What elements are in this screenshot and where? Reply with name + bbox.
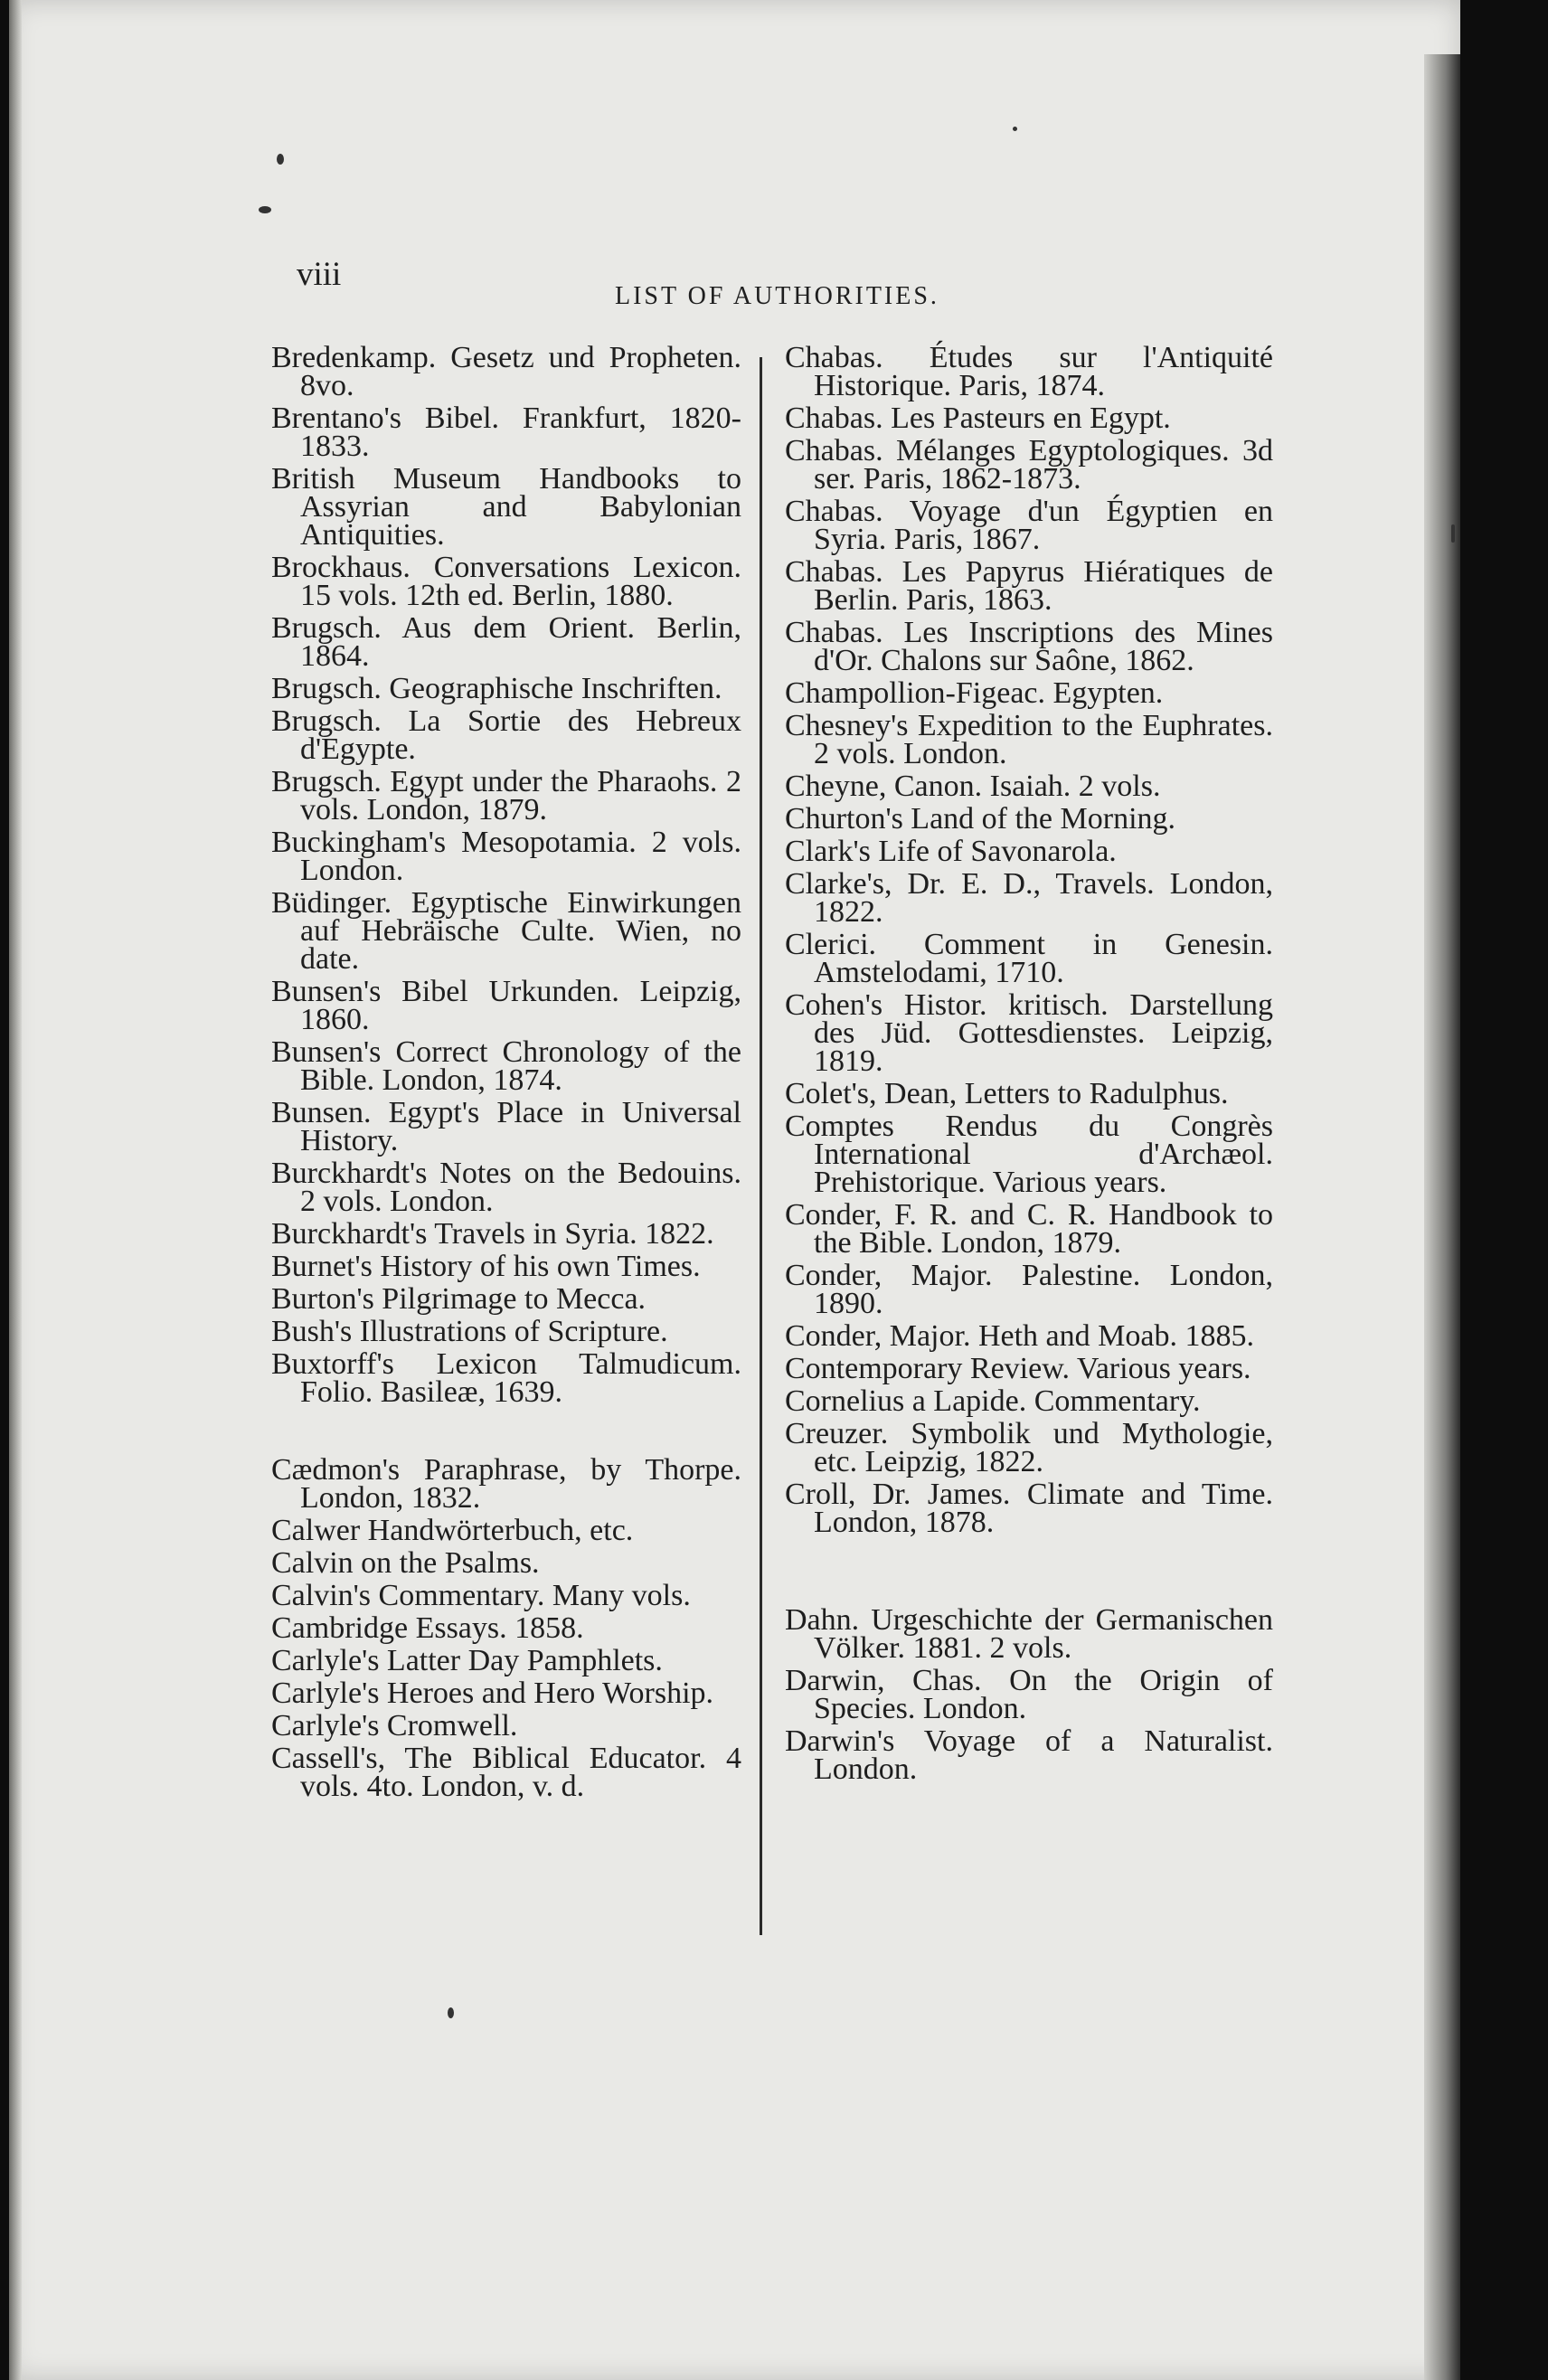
bibliography-entry: Chabas. Voyage d'un Égyptien en Syria. Paris, 1867. [785,495,1273,556]
bibliography-entry: Cassell's, The Biblical Educator. 4 vols. 4to. London, v. d. [271,1742,741,1803]
bibliography-entry: Conder, F. R. and C. R. Handbook to the Bible. London, 1879. [785,1198,1273,1260]
bibliography-entry: Cohen's Histor. kritisch. Darstellung des Jüd. Gottesdienstes. Leipzig, 1819. [785,988,1273,1078]
entry-group-b [271,341,741,1409]
bibliography-entry: Burckhardt's Notes on the Bedouins. 2 vols. London. [271,1157,741,1218]
bibliography-entry: Carlyle's Heroes and Hero Worship. [271,1676,714,1710]
bibliography-entry: Darwin's Voyage of a Naturalist. London. [785,1724,1273,1786]
bibliography-entry: Bunsen's Correct Chronology of the Bible. London, 1874. [271,1035,741,1097]
bibliography-entry: Cædmon's Paraphrase, by Thorpe. London, 1832. [271,1453,741,1515]
bibliography-entry: Calvin's Commentary. Many vols. [271,1579,691,1612]
section-gap [785,1541,1273,1606]
page-number: viii [297,256,342,293]
bibliography-entry: Bunsen. Egypt's Place in Universal History. [271,1096,741,1157]
bibliography-entry: Cambridge Essays. 1858. [271,1611,584,1645]
ink-speck [1451,524,1455,543]
page-edge-shadow [1424,54,1460,2380]
bibliography-entry: Clarke's, Dr. E. D., Travels. London, 1822. [785,867,1273,929]
column-rule [760,357,762,1935]
right-column [785,341,1273,1788]
bibliography-entry: Buckingham's Mesopotamia. 2 vols. London. [271,826,741,887]
bibliography-entry: Büdinger. Egyptische Einwirkungen auf Hebräische Culte. Wien, no date. [271,886,741,976]
bibliography-entry: Bush's Illustrations of Scripture. [271,1315,668,1348]
bibliography-entry: Burckhardt's Travels in Syria. 1822. [271,1217,714,1251]
bibliography-entry: Brugsch. La Sortie des Hebreux d'Egypte. [271,704,741,766]
bibliography-entry: Cheyne, Canon. Isaiah. 2 vols. [785,770,1161,803]
bibliography-entry: Conder, Major. Palestine. London, 1890. [785,1259,1273,1320]
entry-group-d [785,1603,1273,1786]
bibliography-entry: British Museum Handbooks to Assyrian and Babylonian Antiquities. [271,462,741,552]
bibliography-entry: Brugsch. Egypt under the Pharaohs. 2 vols. London, 1879. [271,765,741,826]
bibliography-entry: Cornelius a Lapide. Commentary. [785,1384,1201,1418]
bibliography-entry: Carlyle's Latter Day Pamphlets. [271,1644,663,1677]
bibliography-entry: Carlyle's Cromwell. [271,1709,518,1742]
bibliography-entry: Contemporary Review. Various years. [785,1352,1251,1385]
bibliography-entry: Bredenkamp. Gesetz und Propheten. 8vo. [271,341,741,402]
bibliography-entry: Brockhaus. Conversations Lexicon. 15 vols. 12th ed. Berlin, 1880. [271,551,741,612]
bibliography-entry: Colet's, Dean, Letters to Radulphus. [785,1077,1229,1110]
bibliography-entry: Bunsen's Bibel Urkunden. Leipzig, 1860. [271,975,741,1036]
left-column [271,341,741,1805]
bibliography-entry: Croll, Dr. James. Climate and Time. London, 1878. [785,1478,1273,1539]
running-title: LIST OF AUTHORITIES. [615,282,939,310]
bibliography-entry: Chabas. Les Papyrus Hiératiques de Berlin. Paris, 1863. [785,555,1273,617]
bibliography-entry: Brentano's Bibel. Frankfurt, 1820-1833. [271,401,741,463]
page-gutter-shadow [9,0,22,2380]
bibliography-entry: Burnet's History of his own Times. [271,1250,701,1283]
bibliography-entry: Chabas. Études sur l'Antiquité Historique. Paris, 1874. [785,341,1273,402]
bibliography-entry: Dahn. Urgeschichte der Germanischen Völker. 1881. 2 vols. [785,1603,1273,1665]
bibliography-entry: Chesney's Expedition to the Euphrates. 2 vols. London. [785,709,1273,770]
ink-speck [448,2007,454,2018]
ink-speck [259,206,271,213]
bibliography-entry: Creuzer. Symbolik und Mythologie, etc. Leipzig, 1822. [785,1417,1273,1478]
bibliography-entry: Chabas. Les Pasteurs en Egypt. [785,401,1171,435]
bibliography-entry: Comptes Rendus du Congrès International d'Archæol. Prehistorique. Various years. [785,1110,1273,1199]
bibliography-entry: Burton's Pilgrimage to Mecca. [271,1282,647,1316]
bibliography-entry: Chabas. Les Inscriptions des Mines d'Or. Chalons sur Saône, 1862. [785,616,1273,677]
entry-group-c-continued [785,341,1273,1539]
bibliography-entry: Clark's Life of Savonarola. [785,835,1117,868]
bibliography-entry: Chabas. Mélanges Egyptologiques. 3d ser. Paris, 1862-1873. [785,434,1273,496]
book-page [9,0,1460,2380]
bibliography-entry: Brugsch. Aus dem Orient. Berlin, 1864. [271,611,741,673]
bibliography-entry: Churton's Land of the Morning. [785,802,1176,836]
bibliography-entry: Champollion-Figeac. Egypten. [785,676,1164,710]
bibliography-entry: Clerici. Comment in Genesin. Amstelodami, 1710. [785,928,1273,989]
page-header [9,255,1460,309]
bibliography-entry: Calwer Handwörterbuch, etc. [271,1514,634,1547]
bibliography-entry: Conder, Major. Heth and Moab. 1885. [785,1319,1254,1353]
entry-group-c [271,1453,741,1803]
ink-speck [1013,127,1017,131]
bibliography-entry: Buxtorff's Lexicon Talmudicum. Folio. Basileæ, 1639. [271,1347,741,1409]
bibliography-entry: Calvin on the Psalms. [271,1546,540,1580]
section-gap [271,1411,741,1456]
bibliography-entry: Brugsch. Geographische Inschriften. [271,672,722,705]
ink-speck [277,154,284,165]
bibliography-entry: Darwin, Chas. On the Origin of Species. London. [785,1664,1273,1725]
